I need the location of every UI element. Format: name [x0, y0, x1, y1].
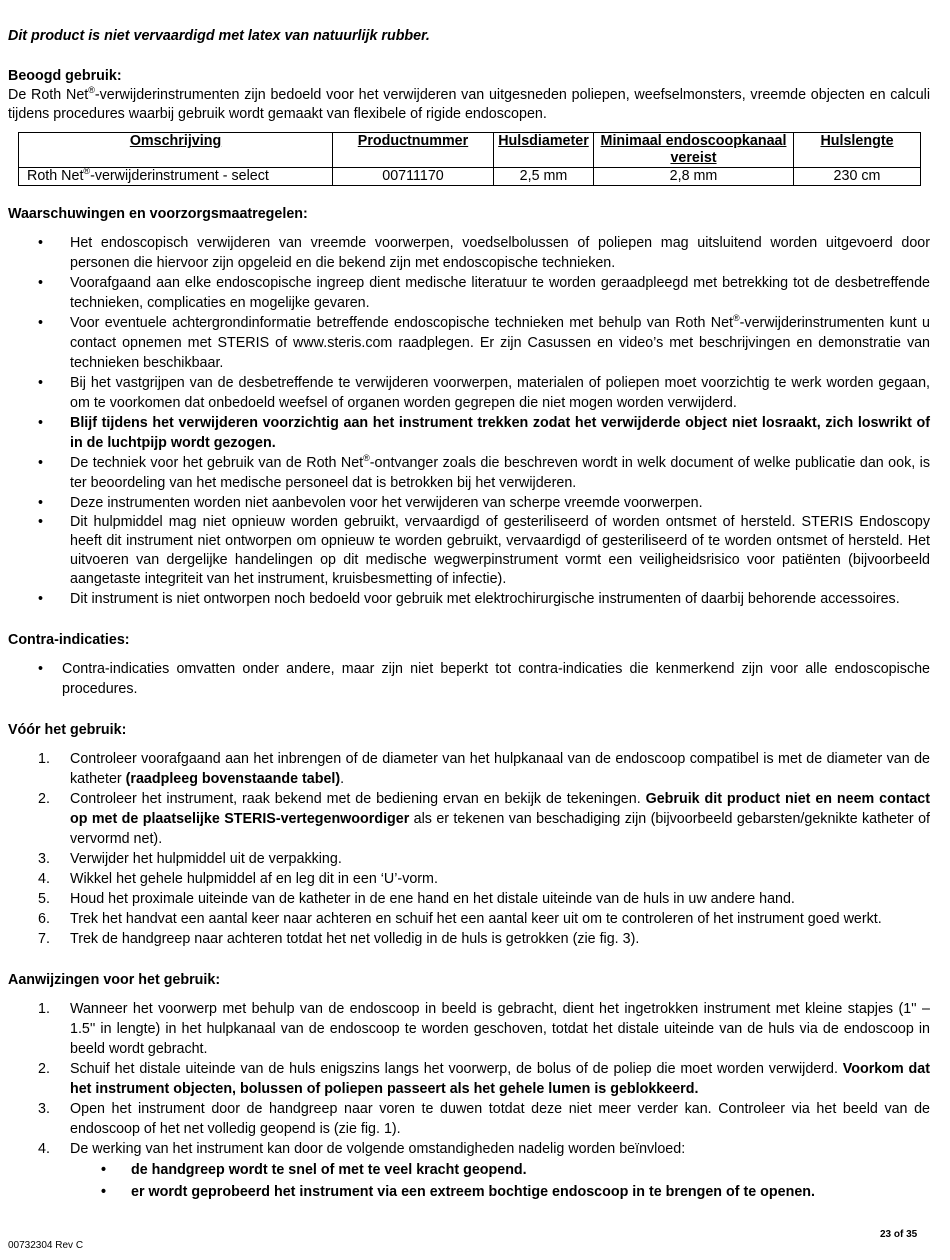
list-item: 5. Houd het proximale uiteinde van de katheter in de ene hand en het distale uiteinde van de huls in uw andere hand.: [38, 891, 795, 907]
contra-heading: Contra-indicaties:: [8, 632, 130, 648]
warnings-section: [8, 204, 930, 609]
directions-heading: Aanwijzingen voor het gebruik:: [8, 972, 221, 988]
col-header-channel: Minimaal endoscoopkanaal vereist: [594, 133, 794, 168]
list-item: • Blijf tijdens het verwijderen voorzichtig aan het instrument trekken zodat het verwijderde object niet losraakt, zich loswrikt of in de luchtpijp wordt gezogen.: [38, 415, 930, 451]
table-row: [19, 168, 921, 186]
warnings-heading: Waarschuwingen en voorzorgsmaatregelen:: [8, 206, 308, 222]
list-item: • Contra-indicaties omvatten onder andere, maar zijn niet beperkt tot contra-indicaties die kenmerkend zijn voor alle endoscopische procedures.: [38, 661, 930, 697]
list-item: 3. Open het instrument door de handgreep naar voren te duwen totdat deze niet meer verder kan. Controleer via het beeld van de endoscoop of het net volledig geopend is (zie fig. 1).: [38, 1101, 930, 1137]
directions-section: [8, 970, 930, 1203]
bullet-icon: •: [38, 455, 44, 471]
document-page: [8, 26, 930, 1203]
col-header-product-number: Productnummer: [333, 133, 494, 168]
list-item: 6. Trek het handvat een aantal keer naar achteren en schuif het een aantal keer uit om te controleren of het instrument goed werkt.: [38, 911, 882, 927]
list-item: 4. Wikkel het gehele hulpmiddel af en leg dit in een ‘U’-vorm.: [38, 871, 438, 887]
bullet-icon: •: [38, 661, 44, 677]
list-item: 4. De werking van het instrument kan door de volgende omstandigheden nadelig worden beïnvloed:: [38, 1141, 686, 1157]
list-item: • de handgreep wordt te snel of met te veel kracht geopend.: [8, 1159, 930, 1181]
before-use-section: [8, 720, 930, 949]
list-item: • Het endoscopisch verwijderen van vreemde voorwerpen, voedselbolussen of poliepen mag uitsluitend worden uitgevoerd door personen die hiervoor zijn opgeleid en die bekend zijn met endoscopische technieken.: [38, 235, 930, 271]
intended-use-section: [8, 66, 930, 124]
bullet-icon: •: [38, 514, 44, 530]
latex-notice: Dit product is niet vervaardigd met latex van natuurlijk rubber.: [8, 28, 430, 44]
list-item: • Dit hulpmiddel mag niet opnieuw worden gebruikt, vervaardigd of gesteriliseerd of worden ontsmet of hersteld. STERIS Endoscopy heeft dit instrument niet ontworpen om opnieuw te worden gebruikt, vervaardigd of gesteriliseerd of te worden ontsmet of hersteld. Het uitvoeren van dergelijke handelingen op dit medische wegwerpinstrument vormt een veiligheidsrisico voor patiënten (bijvoorbeeld aangetaste integriteit van het instrument, kruisbesmetting of infectie).: [38, 514, 930, 587]
before-use-heading: Vóór het gebruik:: [8, 722, 127, 738]
list-item: • er wordt geprobeerd het instrument via een extreem bochtige endoscoop in te brengen of te openen.: [8, 1181, 930, 1203]
intended-use-heading: Beoogd gebruik:: [8, 68, 122, 84]
product-table: [18, 132, 921, 186]
directions-list: [8, 999, 930, 1159]
bullet-icon: •: [38, 591, 44, 607]
list-item: • Deze instrumenten worden niet aanbevolen voor het verwijderen van scherpe vreemde voorwerpen.: [38, 495, 703, 511]
bullet-icon: •: [38, 415, 44, 431]
list-item: 7. Trek de handgreep naar achteren totdat het net volledig in de huls is getrokken (zie fig. 3).: [38, 931, 640, 947]
list-item: • Dit instrument is niet ontworpen noch bedoeld voor gebruik met elektrochirurgische instrumenten of daarbij behorende accessoires.: [38, 591, 900, 607]
list-item: • Voorafgaand aan elke endoscopische ingreep dient medische literatuur te worden geraadpleegd met betrekking tot de desbetreffende technieken, complicaties en mogelijke gevaren.: [38, 275, 930, 311]
cell-description: Roth Net®-verwijderinstrument - select: [19, 168, 333, 186]
col-header-description: Omschrijving: [19, 133, 333, 168]
cell-length: 230 cm: [794, 168, 921, 186]
bullet-icon: •: [101, 1184, 107, 1200]
bullet-icon: •: [101, 1162, 107, 1178]
cell-diameter: 2,5 mm: [494, 168, 594, 186]
bullet-icon: •: [38, 275, 44, 291]
list-item: 3. Verwijder het hulpmiddel uit de verpakking.: [38, 851, 342, 867]
list-item: 1. Controleer voorafgaand aan het inbrengen of de diameter van het hulpkanaal van de endoscoop compatibel is met de diameter van de katheter (raadpleeg bovenstaande tabel).: [38, 751, 930, 787]
directions-sub-list: [8, 1159, 930, 1203]
warnings-list: [8, 233, 930, 609]
cell-channel: 2,8 mm: [594, 168, 794, 186]
bullet-icon: •: [38, 315, 44, 331]
cell-product-number: 00711170: [333, 168, 494, 186]
col-header-length: Hulslengte: [794, 133, 921, 168]
list-item: • Bij het vastgrijpen van de desbetreffende te verwijderen voorwerpen, materialen of poliepen moet voorzichtig te werk worden gegaan, om te voorkomen dat onbedoeld weefsel of organen worden gegrepen die niet mogen worden verwijderd.: [38, 375, 930, 411]
list-item: • Voor eventuele achtergrondinformatie betreffende endoscopische technieken met behulp van Roth Net®-verwijderinstrumenten kunt u contact opnemen met STERIS of www.steris.com raadplegen. Er zijn Casussen en video’s met beschrijvingen en demonstratie van technieken beschikbaar.: [38, 313, 930, 371]
intended-use-text: De Roth Net®-verwijderinstrumenten zijn bedoeld voor het verwijderen van uitgesneden poliepen, weefselmonsters, vreemde objecten en calculi tijdens procedures waarbij gebruik wordt gemaakt van flexibele of rigide endoscopen.: [8, 85, 930, 122]
col-header-diameter: Hulsdiameter: [494, 133, 594, 168]
list-item: 2. Schuif het distale uiteinde van de huls enigszins langs het voorwerp, de bolus of de poliep die moet worden verwijderd. Voorkom dat het instrument objecten, bolussen of poliepen passeert als het gehele lumen is geblokkeerd.: [38, 1061, 930, 1097]
page-number: 23 of 35: [880, 1229, 918, 1240]
contra-list: [8, 659, 930, 699]
list-item: 1. Wanneer het voorwerp met behulp van de endoscoop in beeld is gebracht, dient het ingetrokken instrument met kleine stapjes (1'' – 1.5'' in lengte) in het hulpkanaal van de endoscoop te worden geschoven, totdat het distale uiteinde van de huls via de endoscoop in beeld wordt gebracht.: [38, 1001, 930, 1057]
before-use-list: [8, 749, 930, 949]
bullet-icon: •: [38, 375, 44, 391]
list-item: 2. Controleer het instrument, raak bekend met de bediening ervan en bekijk de tekeningen. Gebruik dit product niet en neem contact op met de plaatselijke STERIS-vertegenwoordiger als er tekenen van beschadiging zijn (bijvoorbeeld gebarsten/geknikte katheter of vervormd net).: [38, 791, 930, 847]
bullet-icon: •: [38, 495, 44, 511]
list-item: • De techniek voor het gebruik van de Roth Net®-ontvanger zoals die beschreven wordt in welk document of welke publicatie dan ook, is ter beoordeling van het medische personeel dat is betrokken bij het verwijderen.: [38, 453, 930, 491]
document-number: 00732304 Rev C: [8, 1240, 84, 1251]
bullet-icon: •: [38, 235, 44, 251]
table-header-row: [19, 133, 921, 168]
contra-section: [8, 630, 930, 699]
